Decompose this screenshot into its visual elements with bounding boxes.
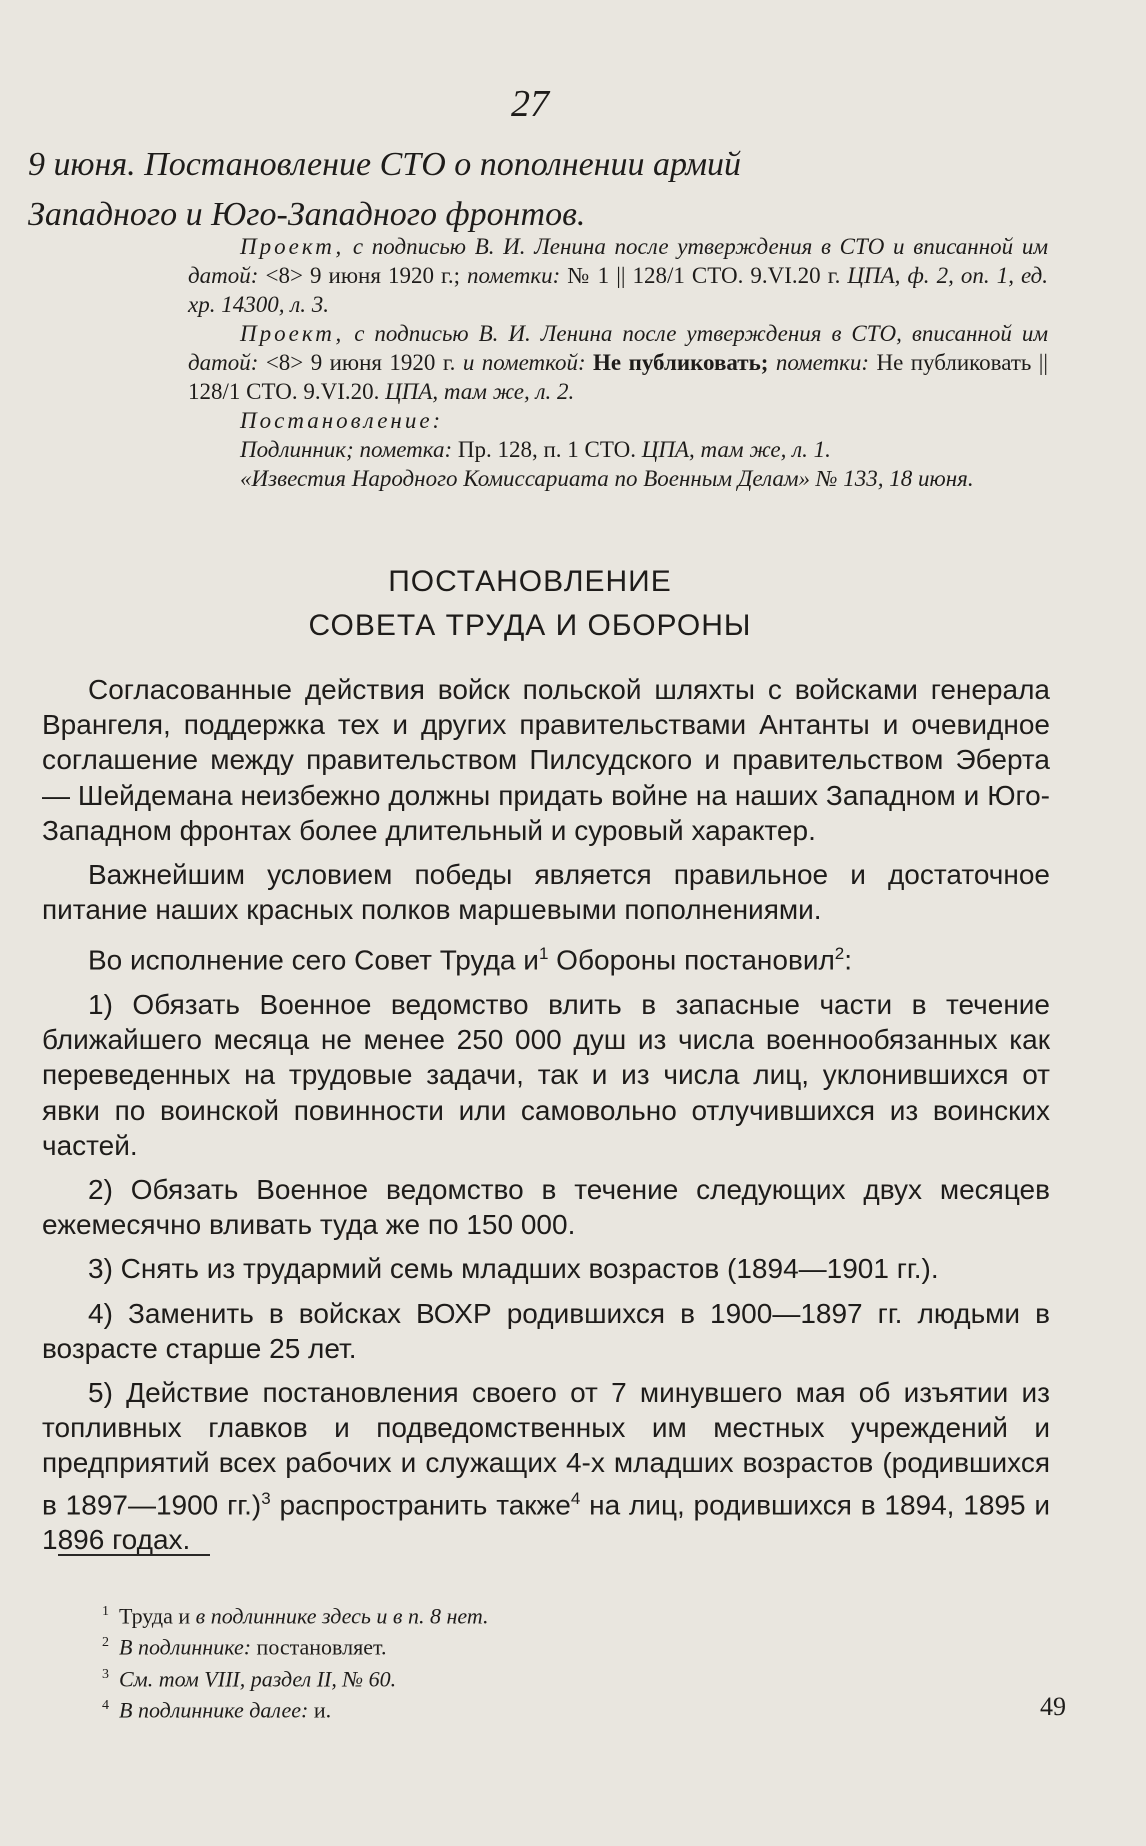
footnote-4: $^4$ В подлиннике далее: и. (102, 1697, 332, 1723)
footnote-3: $^3$ См. том VIII, раздел II, № 60. (102, 1665, 397, 1691)
archival-notes (188, 232, 1048, 493)
archival-note-1: Проект, с подписью В. И. Ленина после утверждения в СТО и вписанной им датой: <8> 9 июня 1920 г.; пометки: № 1 || 128/1 СТО. 9.VI.20 г. ЦПА, ф. 2, оп. 1, ед. хр. 14300, л. 3. (188, 234, 1049, 317)
paragraph-6: 3) Снять из трудармий семь младших возрастов (1894—1901 гг.). (88, 1253, 939, 1285)
heading-line-2: Западного и Юго-Западного фронтов. (28, 196, 586, 233)
footnote-2: $^2$ В подлиннике: постановляет. (102, 1634, 387, 1660)
heading-line-1: 9 июня. Постановление СТО о пополнении армий (28, 146, 742, 183)
page-number: 49 (1040, 1692, 1066, 1721)
footnote-ref-3: 3 (261, 1488, 271, 1508)
archival-note-5: «Известия Народного Комиссариата по Военным Делам» № 133, 18 июня. (240, 466, 974, 491)
footnote-divider (58, 1554, 210, 1556)
footnote-ref-1: 1 (538, 944, 549, 964)
footnote-1: $^1$ Труда и в подлиннике здесь и в п. 8 нет. (102, 1603, 489, 1629)
paragraph-8: 5) Действие постановления своего от 7 минувшего мая об изъятии из топливных главков и подведомственных им местных учреждений и предприятий всех рабочих и служащих 4-х младших возрастов (родившихся в 1897—1900 гг.)$^3$ распространить также$^4$ на лиц, родившихся в 1894, 1895 и 1896 годах. (42, 1376, 1050, 1556)
resolution-title (0, 560, 1060, 648)
document-number: 27 (511, 83, 549, 125)
archival-note-2: Проект, с подписью В. И. Ленина после утверждения в СТО, вписанной им датой: <8> 9 июня 1920 г. и пометкой: Не публиковать; пометки: Не публиковать || 128/1 СТО. 9.VI.20. ЦПА, там же, л. 2. (188, 321, 1049, 404)
footnote-ref-2: 2 (834, 944, 845, 964)
paragraph-2: Важнейшим условием победы является правильное и достаточное питание наших красных полков маршевыми пополнениями. (42, 859, 1050, 926)
paragraph-4: 1) Обязать Военное ведомство влить в запасные части в течение ближайшего месяца не менее 250 000 душ из числа военнообязанных как переведенных на трудовые задачи, так и из числа лиц, уклонившихся от явки по воинской повинности или самовольно отлучившихся из воинских частей. (42, 988, 1050, 1161)
paragraph-1: Согласованные действия войск польской шляхты с войсками генерала Врангеля, поддержка тех и других правительствами Антанты и очевидное соглашение между правительством Пилсудского и правительством Эберта — Шейдемана неизбежно должны придать войне на наших Западном и Юго-Западном фронтах более длительный и суровый характер. (42, 674, 1050, 846)
archival-note-4: Подлинник; пометка: Пр. 128, п. 1 СТО. ЦПА, там же, л. 1. (240, 437, 831, 462)
document-heading (28, 140, 1058, 240)
resolution-body (42, 672, 1050, 1566)
title-line-2: СОВЕТА ТРУДА И ОБОРОНЫ (308, 609, 752, 642)
paragraph-5: 2) Обязать Военное ведомство в течение следующих двух месяцев ежемесячно вливать туда же по 150 000. (42, 1173, 1050, 1241)
title-line-1: ПОСТАНОВЛЕНИЕ (388, 565, 672, 598)
paragraph-7: 4) Заменить в войсках ВОХР родившихся в 1900—1897 гг. людьми в возрасте старше 25 лет. (42, 1297, 1050, 1364)
footnotes (102, 1598, 1002, 1723)
archival-note-3: Постановление: (240, 408, 444, 433)
paragraph-3: Во исполнение сего Совет Труда $и^1$ Обороны постановил$^2$: (88, 944, 853, 976)
footnote-ref-4: 4 (570, 1488, 581, 1508)
